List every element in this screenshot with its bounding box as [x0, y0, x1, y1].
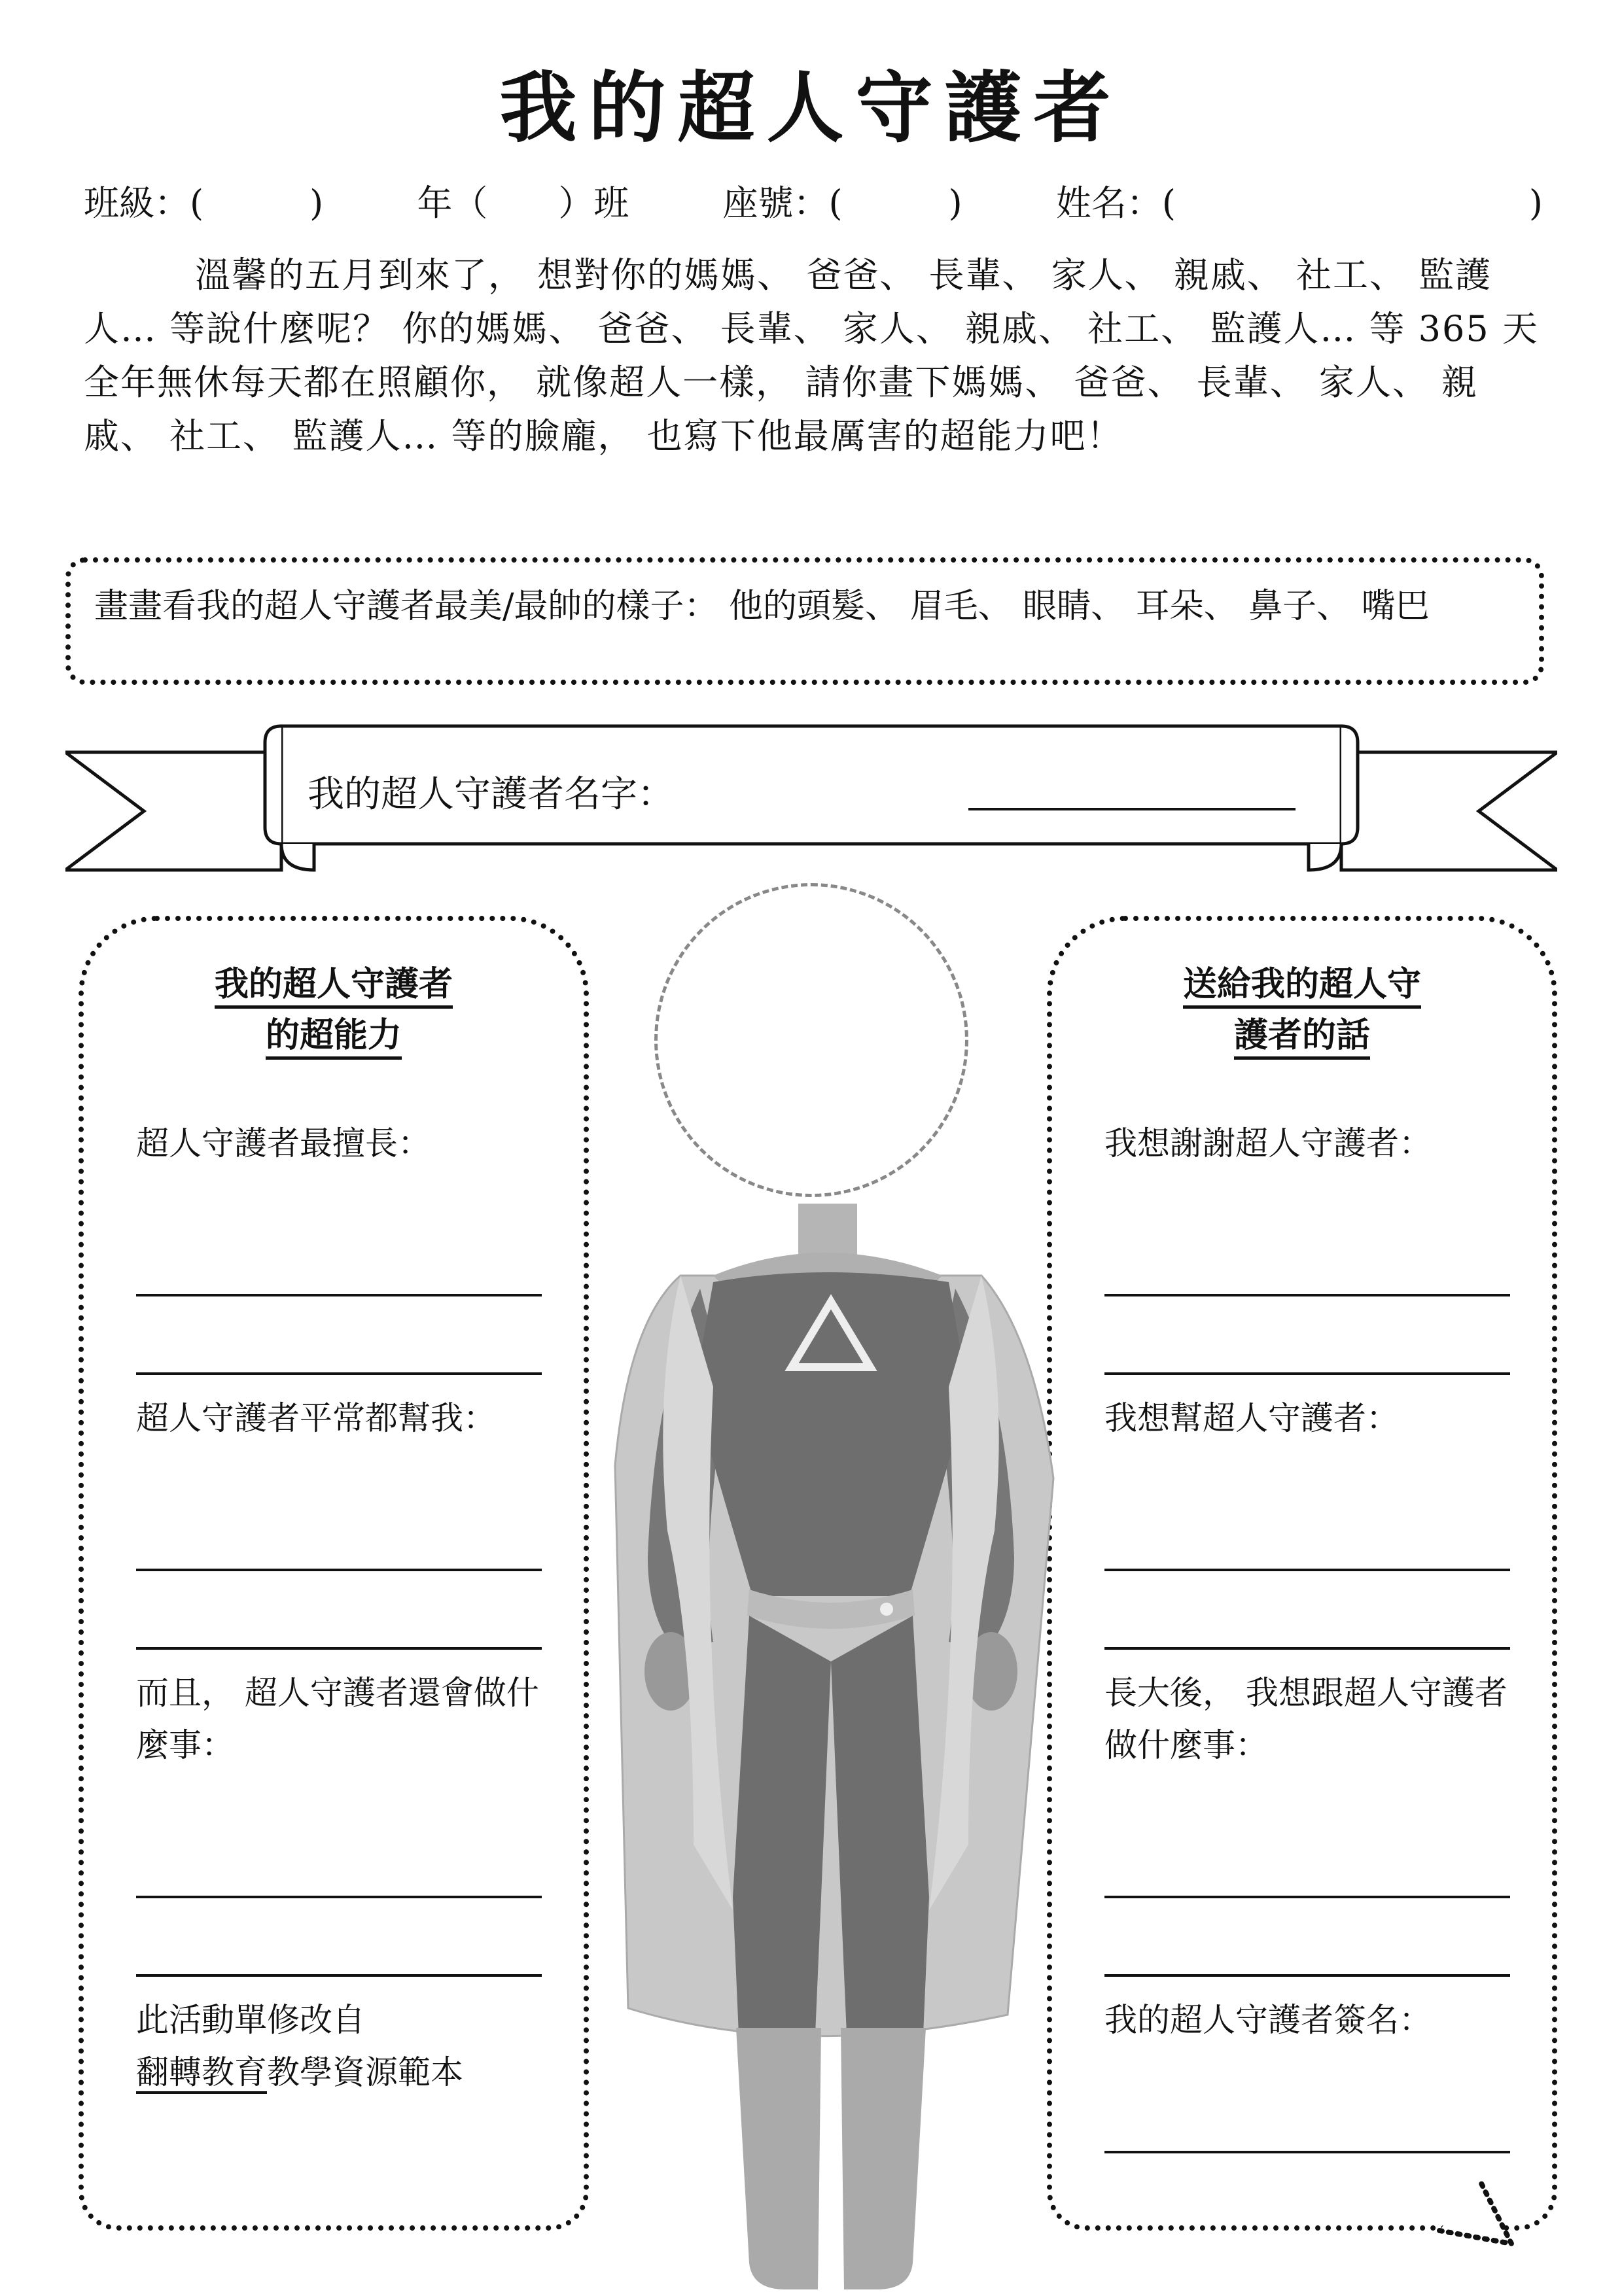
- grade-class-field[interactable]: 年（ ）班: [417, 183, 629, 224]
- question-what-else: 而且， 超人守護者還會做什麼事：: [136, 1674, 539, 1764]
- answer-line[interactable]: [1104, 1974, 1510, 1977]
- hero-name-label: 我的超人守護者名字：: [308, 773, 674, 816]
- intro-paragraph: 溫馨的五月到來了， 想對你的媽媽、 爸爸、 長輩、 家人、 親戚、 社工、 監護人… 等說什麼呢？ 你的媽媽、 爸爸、 長輩、 家人、 親戚、 社工、 監護人… 等 365 天全年無休每天都在照顧你， 就像超人一樣， 請你畫下媽媽、 爸爸、 長輩、 家人、 親戚、 社工、 監護人… 等的臉龐， 也寫下他最厲害的超能力吧！: [84, 254, 1539, 457]
- left-panel-title: 我的超人守護者 的超能力: [84, 959, 584, 1061]
- question-grow-up: 長大後， 我想跟超人守護者做什麼事：: [1104, 1674, 1507, 1764]
- name-field[interactable]: 姓名：( ): [1055, 183, 1543, 224]
- left-panel-superpowers: [79, 916, 589, 2231]
- ribbon-banner: [65, 713, 1557, 883]
- right-panel-title: 送給我的超人守 護者的話: [1052, 959, 1552, 1061]
- signature-line[interactable]: [1104, 2151, 1510, 2153]
- answer-line[interactable]: [136, 1896, 542, 1898]
- seat-number-field[interactable]: 座號：( ): [722, 183, 962, 224]
- class-field[interactable]: 班級：( ): [84, 183, 324, 224]
- answer-line[interactable]: [1104, 1647, 1510, 1650]
- answer-line[interactable]: [136, 1974, 542, 1977]
- answer-line[interactable]: [136, 1294, 542, 1296]
- source-link[interactable]: 翻轉教育: [136, 2053, 267, 2094]
- answer-line[interactable]: [1104, 1294, 1510, 1296]
- answer-line[interactable]: [136, 1647, 542, 1650]
- answer-line[interactable]: [136, 1569, 542, 1571]
- question-thank: 我想謝謝超人守護者：: [1104, 1124, 1432, 1162]
- student-info-row: [84, 175, 1543, 226]
- question-helps-me: 超人守護者平常都幫我：: [136, 1399, 496, 1437]
- superhero-figure-icon: [602, 1191, 1060, 2296]
- head-drawing-circle[interactable]: [654, 883, 968, 1197]
- right-panel-messages: [1047, 916, 1557, 2231]
- answer-line[interactable]: [1104, 1896, 1510, 1898]
- drawing-instruction-box: 畫畫看我的超人守護者最美/最帥的樣子： 他的頭髮、 眉毛、 眼睛、 耳朵、 鼻子、 嘴巴: [65, 557, 1544, 685]
- answer-line[interactable]: [1104, 1569, 1510, 1571]
- answer-line[interactable]: [136, 1372, 542, 1375]
- question-help: 我想幫超人守護者：: [1104, 1399, 1399, 1437]
- source-note: 此活動單修改自 翻轉教育教學資源範本: [136, 1994, 542, 2098]
- speech-tail: [1433, 2159, 1525, 2250]
- question-signature: 我的超人守護者簽名：: [1104, 2001, 1432, 2039]
- hero-name-line[interactable]: [968, 808, 1296, 810]
- page-title: 我的超人守護者: [499, 62, 1123, 153]
- question-best-at: 超人守護者最擅長：: [136, 1124, 431, 1162]
- answer-line[interactable]: [1104, 1372, 1510, 1375]
